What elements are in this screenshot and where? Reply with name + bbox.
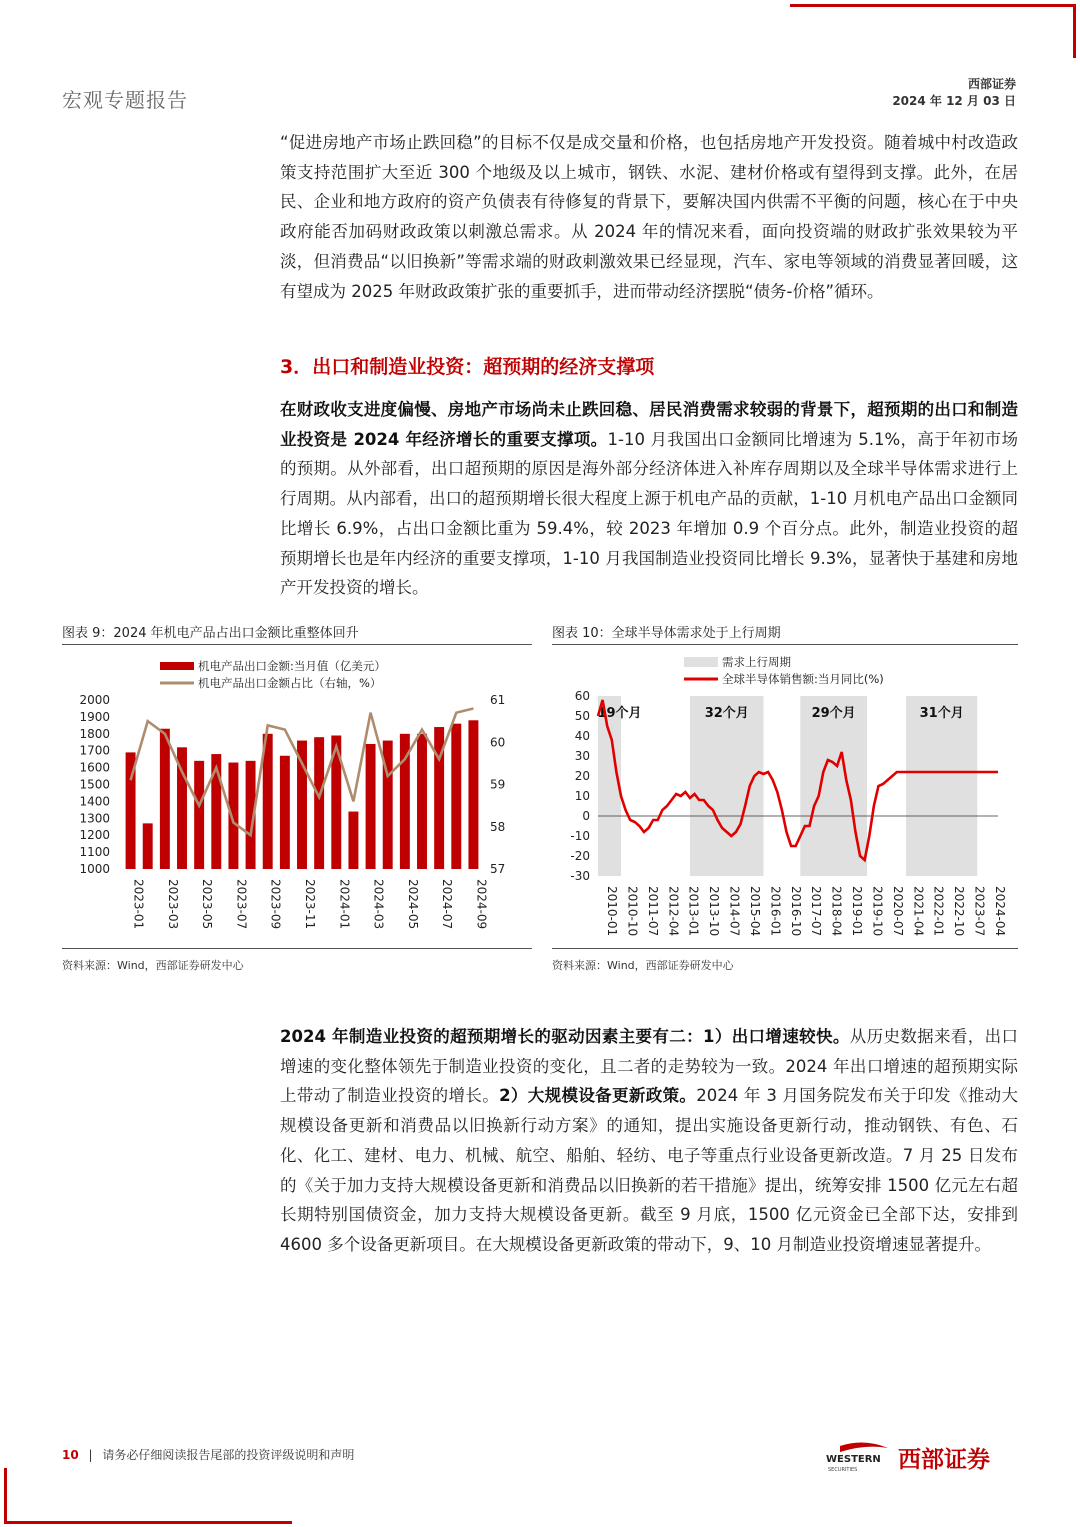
fig9-y2-tick-label: 57 <box>490 862 506 876</box>
fig10-chart <box>552 648 1018 944</box>
footer-separator: | <box>88 1448 93 1462</box>
fig9-legend-label-bar: 机电产品出口金额:当月值（亿美元） <box>198 659 386 673</box>
fig9-source: 资料来源：Wind，西部证券研发中心 <box>62 959 244 972</box>
fig9-y2-tick-label: 58 <box>490 819 506 834</box>
paragraph-3-body-1: 从历史数据来看，出口增速的变化整体领先于制造业投资的变化，且二者的走势较为一致。2024 年出口增速的超预期实际上带动了制造业投资的增长。 <box>280 1027 1018 1106</box>
fig9-legend-swatch-bar <box>160 662 194 670</box>
bottom-accent-line-vertical <box>4 1468 7 1524</box>
fig9-y-tick-label: 1900 <box>79 709 110 724</box>
fig9-x-tick-label: 2023-03 <box>165 879 180 930</box>
svg-text:西部证券: 西部证券 <box>898 1447 990 1473</box>
paragraph-1: “促进房地产市场止跌回稳”的目标不仅是成交量和价格，也包括房地产开发投资。随着城中村改造政策支持范围扩大至近 300 个地级及以上城市，钢铁、水泥、建材价格或有望得到支撑。此外，在居民、企业和地方政府的资产负债表有待修复的背景下，要解决国内供需不平衡的问题，核心在于中央政府能否加码财政政策以刺激总需求。从 2024 年的情况来看，面向投资端的财政扩张效果较为平淡，但消费品“以旧换新”等需求端的财政刺激效果已经显现，汽车、家电等领域的消费显著回暖，这有望成为 2025 年财政政策扩张的重要抓手，进而带动经济摆脱“债务-价格”循环。 <box>280 133 1018 301</box>
fig10-y-tick-label: 10 <box>574 789 590 803</box>
fig10-y-tick-label: 20 <box>574 769 590 783</box>
fig10-top-rule <box>552 644 1018 645</box>
fig9-y-tick-label: 1600 <box>79 760 110 775</box>
fig10-source: 资料来源：Wind，西部证券研发中心 <box>552 959 734 972</box>
fig9-y-tick-label: 1200 <box>79 828 110 843</box>
fig10-x-tick-label: 2010-10 <box>625 886 640 937</box>
fig9-y2-tick-label: 59 <box>490 777 506 792</box>
fig10-x-tick-label: 2015-04 <box>747 886 762 937</box>
fig10-x-tick-label: 2013-10 <box>707 886 722 937</box>
fig10-y-tick-label: 0 <box>582 809 590 823</box>
top-accent-line-vertical <box>1073 4 1076 58</box>
footer-disclaimer: 请务必仔细阅读报告尾部的投资评级说明和声明 <box>102 1448 355 1462</box>
company-logo <box>826 1440 1026 1476</box>
report-date: 2024 年 12 月 03 日 <box>892 94 1016 108</box>
page-number: 10 <box>62 1448 79 1462</box>
fig10-y-tick-label: 30 <box>574 749 590 763</box>
fig10-x-tick-label: 2014-07 <box>727 886 742 937</box>
fig10-x-tick-label: 2022-01 <box>931 886 946 937</box>
fig9-y-tick-label: 1700 <box>79 743 110 758</box>
section-title: 3．出口和制造业投资：超预期的经济支撑项 <box>280 356 655 378</box>
fig10-x-tick-label: 2018-04 <box>829 886 844 937</box>
fig9-top-rule <box>62 644 532 645</box>
fig9-x-tick-label: 2023-09 <box>268 879 283 930</box>
paragraph-3 <box>280 1022 1018 1260</box>
fig10-upcycle-band <box>690 696 764 876</box>
fig9-bottom-rule <box>62 948 532 949</box>
fig9-caption: 图表 9：2024 年机电产品占出口金额比重整体回升 <box>62 626 359 641</box>
fig10-x-tick-label: 2020-07 <box>890 886 905 937</box>
fig10-x-tick-label: 2013-01 <box>686 886 701 937</box>
fig9-bar <box>366 744 376 869</box>
fig9-x-tick-label: 2024-03 <box>371 879 386 930</box>
paragraph-3-point-2: 2）大规模设备更新政策。 <box>499 1086 697 1106</box>
fig10-y-tick-label: 50 <box>574 709 590 723</box>
fig9-bar <box>297 741 307 869</box>
fig9-y-tick-label: 2000 <box>79 693 110 707</box>
fig10-upcycle-label: 31个月 <box>919 706 964 721</box>
fig10-y-tick-label: -10 <box>570 829 590 843</box>
fig9-bar <box>348 812 358 869</box>
fig9-y-tick-label: 1800 <box>79 726 110 741</box>
fig9-x-tick-label: 2023-05 <box>200 879 215 930</box>
fig9-y-tick-label: 1300 <box>79 811 110 826</box>
fig10-y-tick-label: -20 <box>570 849 590 863</box>
fig9-x-tick-label: 2023-01 <box>131 879 146 930</box>
fig10-upcycle-band <box>598 696 621 876</box>
fig9-y-tick-label: 1000 <box>79 862 110 876</box>
fig10-x-tick-label: 2019-10 <box>870 886 885 937</box>
fig9-x-tick-label: 2023-07 <box>234 879 249 930</box>
fig9-bar <box>160 729 170 869</box>
fig9-y-tick-label: 1400 <box>79 794 110 809</box>
fig10-upcycle-band <box>800 696 867 876</box>
fig10-x-tick-label: 2017-07 <box>809 886 824 937</box>
paragraph-3-lead: 2024 年制造业投资的超预期增长的驱动因素主要有二：1）出口增速较快。 <box>280 1027 850 1046</box>
fig10-x-tick-label: 2023-07 <box>972 886 987 937</box>
paragraph-2-lead: 在财政收支进度偏慢、房地产市场尚未止跌回稳、居民消费需求较弱的背景下，超预期的出口和制造业投资是 2024 年经济增长的重要支撑项。 <box>280 400 1018 449</box>
fig10-upcycle-band <box>906 696 977 876</box>
fig10-x-tick-label: 2012-04 <box>666 886 681 937</box>
paragraph-2-body: 1-10 月我国出口金额同比增速为 5.1%，高于年初市场的预期。从外部看，出口超预期的原因是海外部分经济体进入补库存周期以及全球半导体需求进行上行周期。从内部看，出口的超预期增长很大程度上源于机电产品的贡献，1-10 月机电产品出口金额同比增长 6.9%，占出口金额比重为 59.4%，较 2023 年增加 0.9 个百分点。此外，制造业投资的超预期增长也是年内经济的重要支撑项，1-10 月我国制造业投资同比增长 9.3%，显著快于基建和房地产开发投资的增长。 <box>280 429 1018 598</box>
svg-text:WESTERN: WESTERN <box>826 1454 881 1465</box>
fig10-y-tick-label: 60 <box>574 689 590 703</box>
fig9-legend-label-line: 机电产品出口金额占比（右轴，%） <box>198 676 382 690</box>
fig9-bar <box>143 823 153 869</box>
fig10-legend-label-band: 需求上行周期 <box>722 655 791 669</box>
fig10-upcycle-label: 29个月 <box>811 706 856 721</box>
fig9-bar <box>194 761 204 869</box>
svg-text:SECURITIES: SECURITIES <box>828 1467 858 1473</box>
fig10-x-tick-label: 2022-10 <box>952 886 967 937</box>
fig9-x-tick-label: 2024-01 <box>337 879 352 930</box>
fig9-bar <box>280 756 290 869</box>
fig10-y-tick-label: 40 <box>574 729 590 743</box>
fig10-x-tick-label: 2024-04 <box>993 886 1007 937</box>
fig10-caption: 图表 10：全球半导体需求处于上行周期 <box>552 626 781 641</box>
header-right <box>892 76 1016 110</box>
company-name: 西部证券 <box>967 77 1016 91</box>
footer <box>62 1446 354 1463</box>
fig10-y-tick-label: -30 <box>570 869 590 883</box>
fig9-bar <box>228 763 238 869</box>
fig9-y-tick-label: 1500 <box>79 777 110 792</box>
fig9-y2-tick-label: 60 <box>490 735 506 750</box>
fig10-x-tick-label: 2019-01 <box>850 886 865 937</box>
fig10-bottom-rule <box>552 948 1018 949</box>
fig10-x-tick-label: 2021-04 <box>911 886 926 937</box>
fig9-y2-tick-label: 61 <box>490 693 506 707</box>
fig9-bar <box>468 720 478 869</box>
fig10-upcycle-label: 32个月 <box>704 706 749 721</box>
fig9-y-tick-label: 1100 <box>79 845 110 860</box>
fig10-x-tick-label: 2010-01 <box>605 886 619 937</box>
paragraph-2 <box>280 395 1018 603</box>
fig9-x-tick-label: 2024-09 <box>474 879 489 930</box>
fig10-upcycle-label: 19个月 <box>597 706 642 721</box>
fig10-x-tick-label: 2016-10 <box>788 886 803 937</box>
fig10-legend-swatch-band <box>684 657 718 667</box>
fig9-bar <box>451 724 461 869</box>
fig10-x-tick-label: 2016-01 <box>768 886 783 937</box>
paragraph-3-body-2: 2024 年 3 月国务院发布关于印发《推动大规模设备更新和消费品以旧换新行动方案》的通知，提出实施设备更新行动，推动钢铁、有色、石化、化工、建材、电力、机械、航空、船舶、轻纺、电子等重点行业设备更新改造。7 月 25 日发布的《关于加力支持大规模设备更新和消费品以旧换新的若干措施》提出，统筹安排 1500 亿元左右超长期特别国债资金，加力支持大规模设备更新。截至 9 月底，1500 亿元资金已全部下达，安排到 4600 多个设备更新项目。在大规模设备更新政策的带动下，9、10 月制造业投资增速显著提升。 <box>280 1086 1019 1254</box>
fig9-x-tick-label: 2024-07 <box>440 879 455 930</box>
bottom-accent-line <box>4 1521 292 1524</box>
fig10-legend-label-line: 全球半导体销售额:当月同比(%) <box>722 672 884 686</box>
report-type: 宏观专题报告 <box>62 88 188 112</box>
fig9-chart <box>62 648 532 944</box>
fig9-x-tick-label: 2024-05 <box>405 879 420 930</box>
fig9-bar <box>417 734 427 869</box>
fig10-x-tick-label: 2011-07 <box>645 886 660 937</box>
top-accent-line <box>790 4 1076 7</box>
fig9-bar <box>314 737 324 869</box>
fig9-x-tick-label: 2023-11 <box>303 879 317 930</box>
